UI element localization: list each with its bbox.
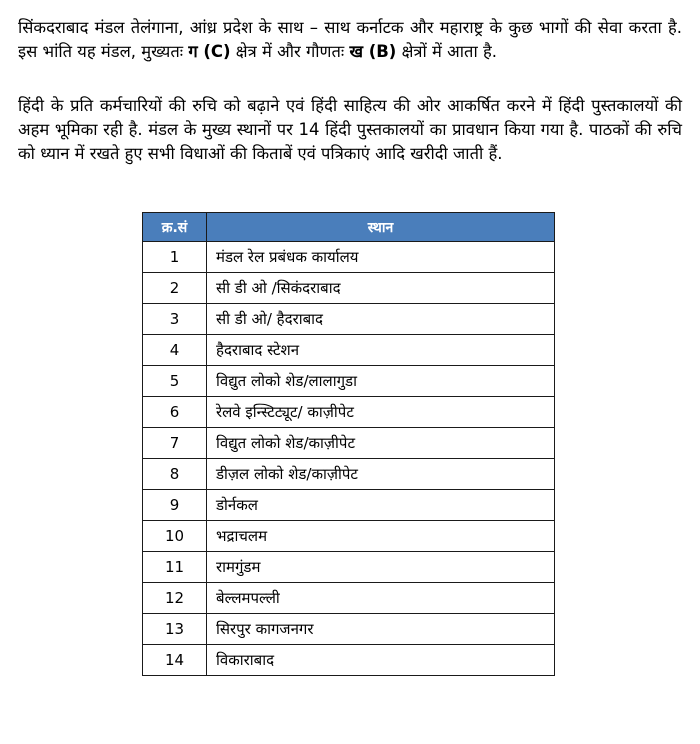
serial-number-cell: 4	[143, 335, 207, 366]
table-row	[143, 490, 555, 521]
table-row	[143, 242, 555, 273]
serial-number-header: क्र.सं	[143, 213, 207, 242]
table-row	[143, 521, 555, 552]
intro-text-middle: क्षेत्र में और गौणतः	[230, 42, 350, 61]
serial-number-cell: 5	[143, 366, 207, 397]
location-cell: रेलवे इन्स्टिट्यूट/ काज़ीपेट	[207, 397, 555, 428]
zone-c-label: ग (C)	[188, 42, 231, 61]
serial-number-cell: 9	[143, 490, 207, 521]
location-cell: मंडल रेल प्रबंधक कार्यालय	[207, 242, 555, 273]
location-cell: भद्राचलम	[207, 521, 555, 552]
table-row	[143, 335, 555, 366]
location-cell: सिरपुर कागजनगर	[207, 614, 555, 645]
serial-number-cell: 7	[143, 428, 207, 459]
location-cell: डोर्नकल	[207, 490, 555, 521]
serial-number-cell: 6	[143, 397, 207, 428]
table-row	[143, 614, 555, 645]
location-cell: सी डी ओ/ हैदराबाद	[207, 304, 555, 335]
location-cell: सी डी ओ /सिकंदराबाद	[207, 273, 555, 304]
location-cell: हैदराबाद स्टेशन	[207, 335, 555, 366]
table-row	[143, 645, 555, 676]
serial-number-cell: 11	[143, 552, 207, 583]
table-row	[143, 552, 555, 583]
serial-number-cell: 10	[143, 521, 207, 552]
table-row	[143, 304, 555, 335]
location-cell: विद्युत लोको शेड/लालागुडा	[207, 366, 555, 397]
serial-number-cell: 8	[143, 459, 207, 490]
serial-number-cell: 12	[143, 583, 207, 614]
intro-paragraph	[18, 16, 682, 64]
location-cell: विद्युत लोको शेड/काज़ीपेट	[207, 428, 555, 459]
serial-number-cell: 3	[143, 304, 207, 335]
location-cell: बेल्लमपल्ली	[207, 583, 555, 614]
location-cell: रामगुंडम	[207, 552, 555, 583]
table-row	[143, 397, 555, 428]
library-locations-table	[142, 212, 555, 676]
location-cell: डीज़ल लोको शेड/काज़ीपेट	[207, 459, 555, 490]
intro-text-start: सिंकदराबाद मंडल तेलंगाना, आंध्र प्रदेश के साथ – साथ कर्नाटक और महाराष्ट्र के कुछ भागों की सेवा करता है. इस भांति यह मंडल, मुख्यतः	[18, 18, 682, 61]
serial-number-cell: 1	[143, 242, 207, 273]
table-row	[143, 459, 555, 490]
table-row	[143, 583, 555, 614]
serial-number-cell: 14	[143, 645, 207, 676]
serial-number-cell: 2	[143, 273, 207, 304]
table-row	[143, 428, 555, 459]
zone-b-label: ख (B)	[349, 42, 397, 61]
location-cell: विकाराबाद	[207, 645, 555, 676]
intro-text-end: क्षेत्रों में आता है.	[396, 42, 497, 61]
serial-number-cell: 13	[143, 614, 207, 645]
table-row	[143, 273, 555, 304]
table-row	[143, 366, 555, 397]
library-paragraph: हिंदी के प्रति कर्मचारियों की रुचि को बढ़ाने एवं हिंदी साहित्य की ओर आकर्षित करने में हिंदी पुस्तकालयों की अहम भूमिका रही है. मंडल के मुख्य स्थानों पर 14 हिंदी पुस्तकालयों का प्रावधान किया गया है. पाठकों की रुचि को ध्यान में रखते हुए सभी विधाओं की किताबें एवं पत्रिकाएं आदि खरीदी जाती हैं.	[18, 96, 682, 163]
location-header: स्थान	[207, 213, 555, 242]
table-header-row	[143, 213, 555, 242]
